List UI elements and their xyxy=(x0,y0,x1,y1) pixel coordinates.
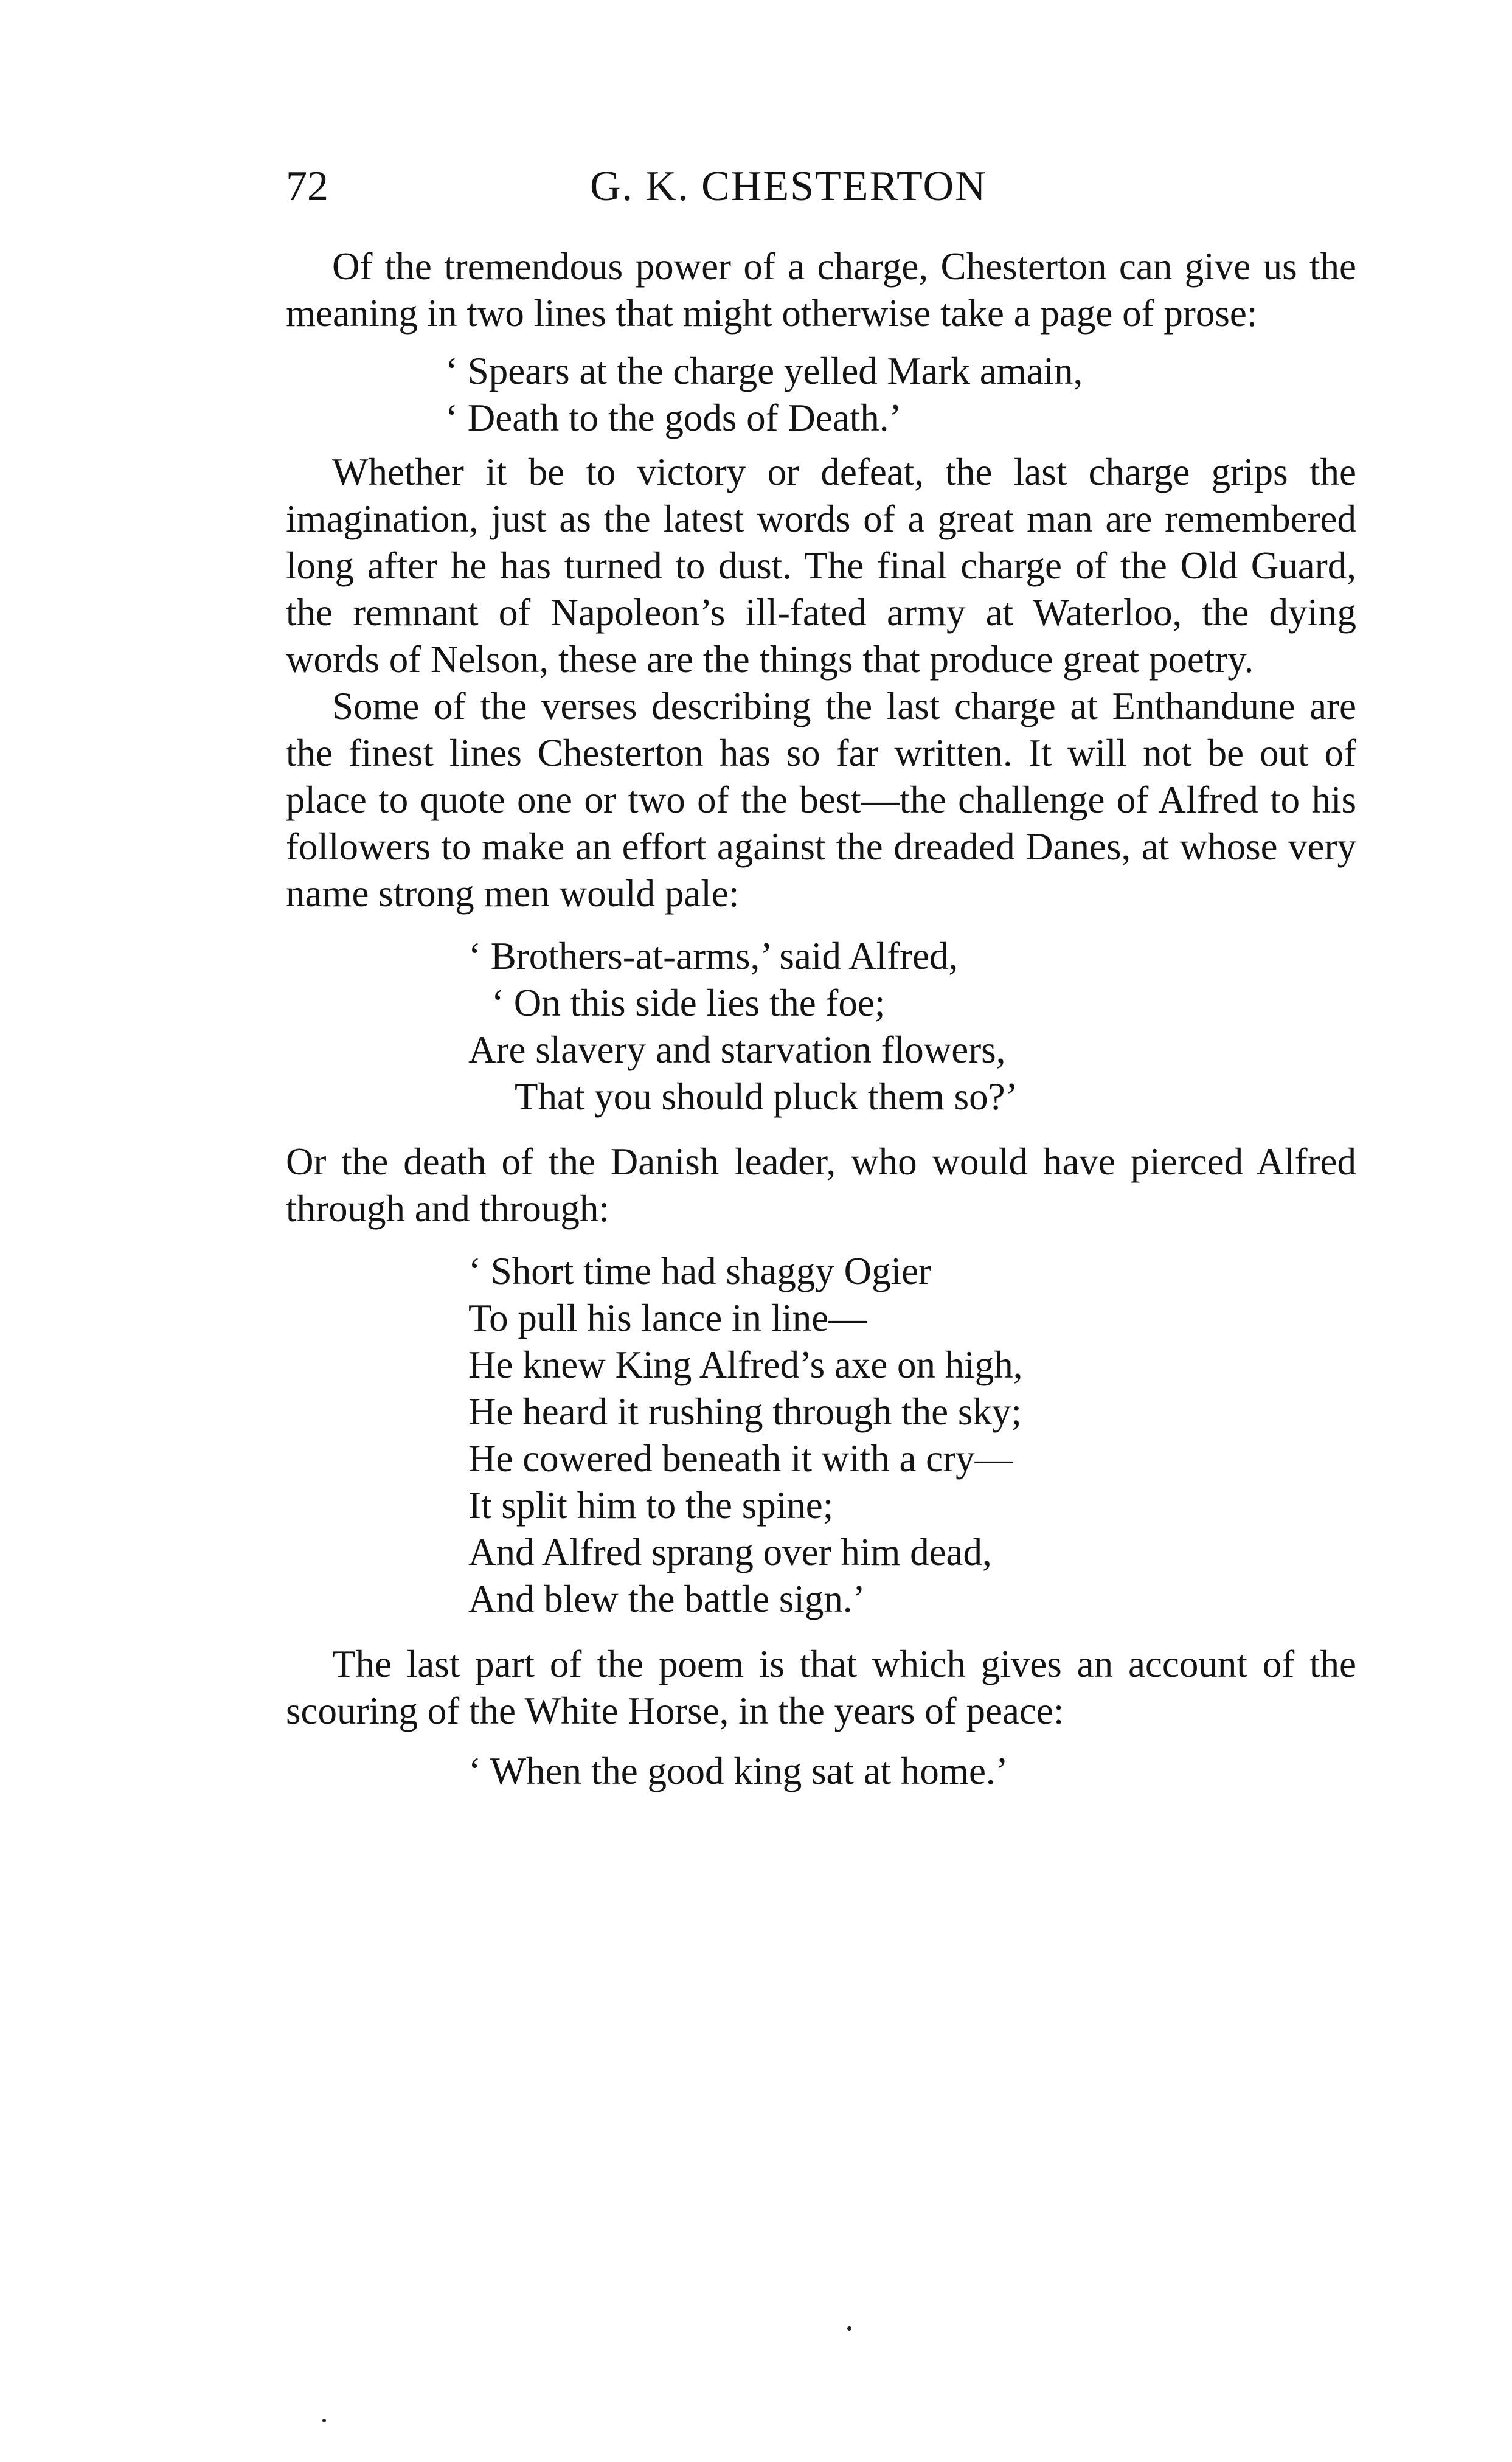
verse-quote-2 xyxy=(286,933,1356,1120)
verse-quote-4 xyxy=(286,1748,1356,1795)
paragraph-5: The last part of the poem is that which gives an account of the scouring of the White Horse, in the years of peace: xyxy=(286,1643,1356,1732)
verse-line: ‘ Brothers-at-arms,’ said Alfred, xyxy=(468,935,959,977)
running-head xyxy=(286,159,1356,214)
paragraph-1: Of the tremendous power of a charge, Chesterton can give us the meaning in two lines that might otherwise take a page of prose: xyxy=(286,245,1356,335)
verse-line: He cowered beneath it with a cry— xyxy=(468,1437,1013,1480)
page-number: 72 xyxy=(286,163,328,210)
paragraph-4: Or the death of the Danish leader, who would have pierced Alfred through and through: xyxy=(286,1140,1356,1230)
verse-line: To pull his lance in line— xyxy=(468,1297,867,1339)
paragraph-3: Some of the verses describing the last charge at Enthandune are the finest lines Chesterton has so far written. It will not be out of place to quote one or two of the best—the challenge of Alfred to his followers to make an effort against the dreaded Danes, at whose very name strong men would pale: xyxy=(286,685,1356,915)
verse-quote-3 xyxy=(286,1248,1356,1623)
verse-line: Are slavery and starvation flowers, xyxy=(468,1028,1006,1071)
verse-line: ‘ Spears at the charge yelled Mark amain, xyxy=(445,350,1083,392)
verse-line: And Alfred sprang over him dead, xyxy=(468,1531,992,1573)
print-speck xyxy=(322,2419,326,2422)
print-speck xyxy=(847,2326,851,2331)
verse-line: ‘ On this side lies the foe; xyxy=(491,982,886,1024)
running-title: G. K. CHESTERTON xyxy=(590,163,987,210)
verse-line: ‘ When the good king sat at home.’ xyxy=(468,1750,1008,1792)
verse-quote-1 xyxy=(286,348,1356,442)
verse-line: That you should pluck them so?’ xyxy=(515,1075,1018,1118)
verse-line: ‘ Short time had shaggy Ogier xyxy=(468,1250,932,1292)
paragraph-2: Whether it be to victory or defeat, the last charge grips the imagination, just as the latest words of a great man are remembered long after he has turned to dust. The final charge of the Old Guard, the remnant of Napoleon’s ill-fated army at Waterloo, the dying words of Nelson, these are the things that produce great poetry. xyxy=(286,451,1356,681)
verse-line: And blew the battle sign.’ xyxy=(468,1578,865,1620)
body-text xyxy=(286,243,1356,1795)
verse-line: ‘ Death to the gods of Death.’ xyxy=(445,397,902,439)
verse-line: He heard it rushing through the sky; xyxy=(468,1390,1022,1433)
verse-line: He knew King Alfred’s axe on high, xyxy=(468,1344,1023,1386)
verse-line: It split him to the spine; xyxy=(468,1484,834,1527)
